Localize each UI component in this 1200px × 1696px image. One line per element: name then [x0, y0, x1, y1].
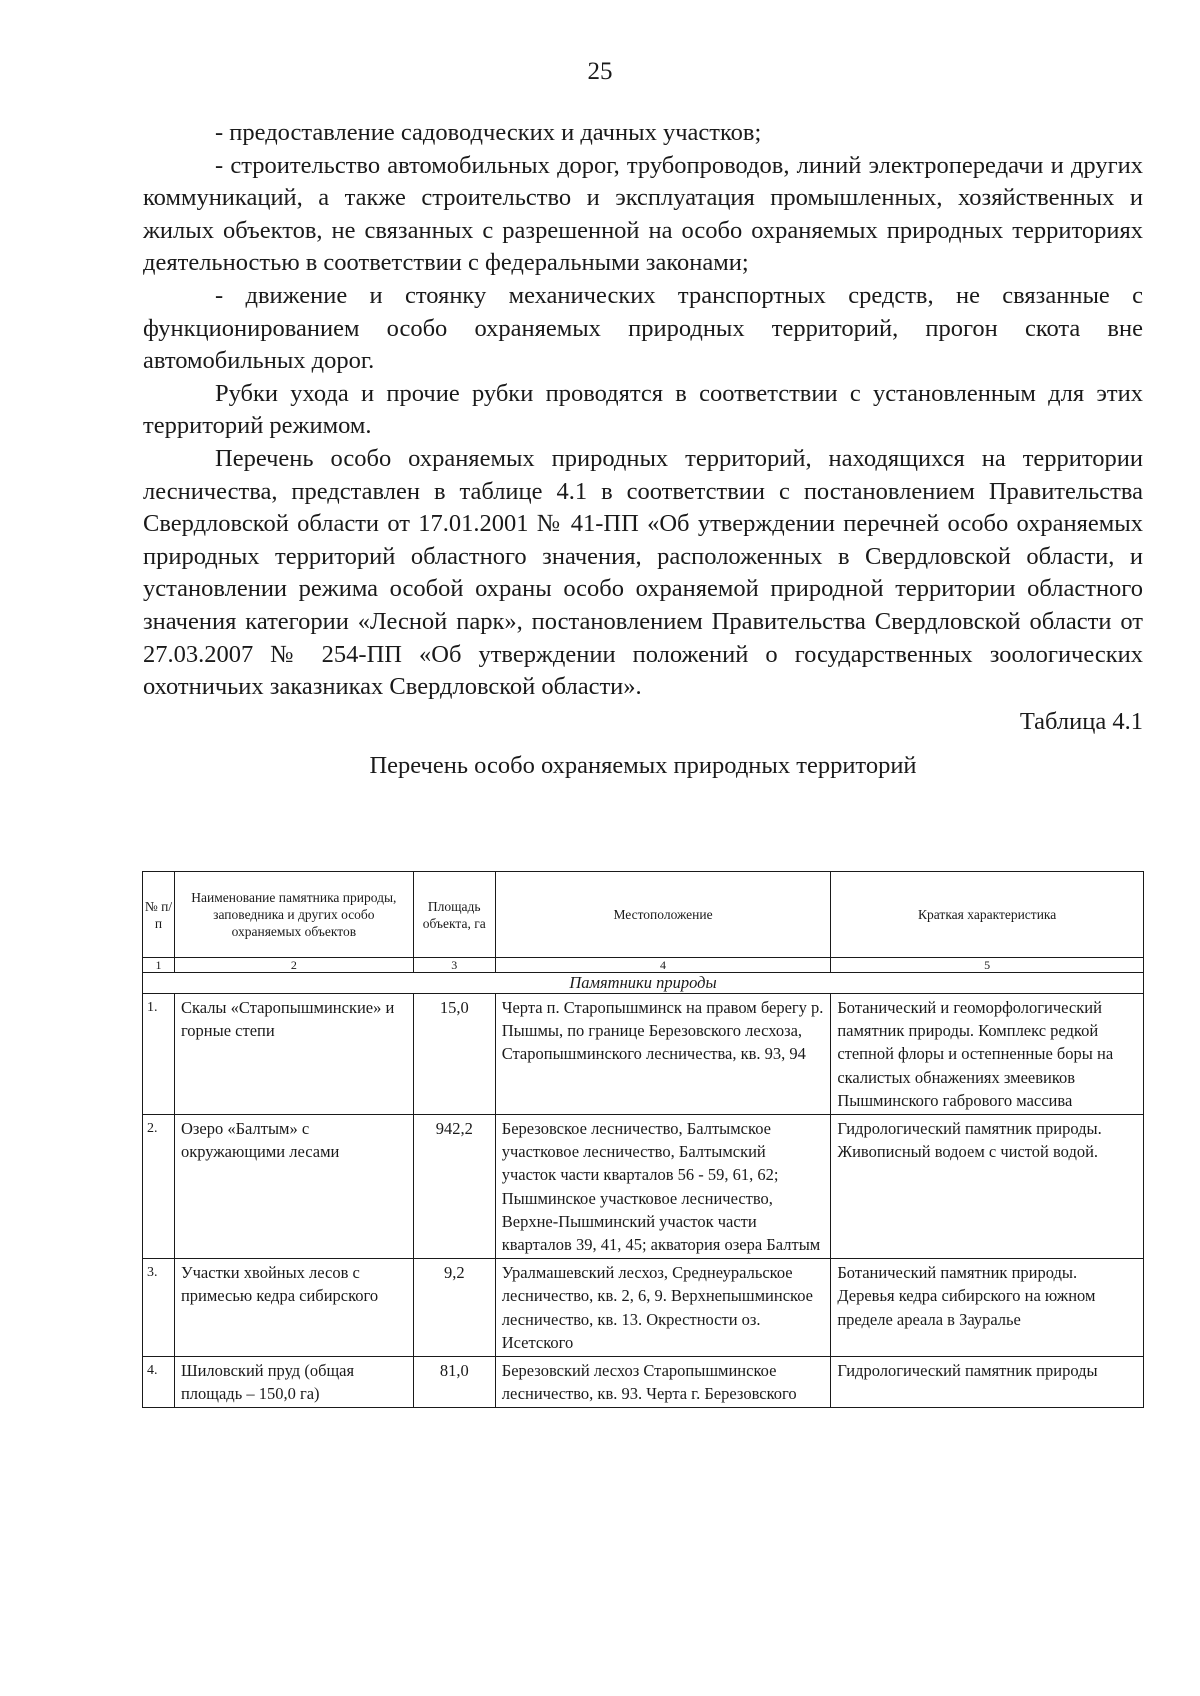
column-number: 3: [413, 958, 495, 973]
object-location: Уралмашевский лесхоз, Среднеуральское лесничество, кв. 2, 6, 9. Верхнепышминское лесничество, кв. 13. Окрестности оз. Исетского: [495, 1259, 831, 1357]
row-number: 1.: [143, 994, 175, 1115]
paragraph: - движение и стоянку механических транспортных средств, не связанные с функционированием особо охраняемых природных территорий, прогон скота вне автомобильных дорог.: [143, 281, 1143, 375]
object-location: Березовский лесхоз Старопышминское лесничество, кв. 93. Черта г. Березовского: [495, 1357, 831, 1408]
object-description: Гидрологический памятник природы: [831, 1357, 1144, 1408]
table-row: [143, 1259, 1144, 1357]
object-name: Скалы «Старопышминские» и горные степи: [174, 994, 413, 1115]
column-number: 2: [174, 958, 413, 973]
column-header: № п/п: [143, 872, 175, 958]
paragraph: Перечень особо охраняемых природных территорий, находящихся на территории лесничества, представлен в таблице 4.1 в соответствии с постановлением Правительства Свердловской области от 17.01.2001 № 41-ПП «Об утверждении перечней особо охраняемых природных территорий областного значения, расположенных в Свердловской области, и установлении режима особой охраны особо охраняемой природной территории областного значения категории «Лесной парк», постановлением Правительства Свердловской области от 27.03.2007 № 254-ПП «Об утверждении положений о государственных зоологических охотничьих заказниках Свердловской области».: [143, 444, 1143, 701]
paragraph: - предоставление садоводческих и дачных участков;: [215, 119, 762, 146]
table-label: Таблица 4.1: [1019, 707, 1143, 735]
table-title: Перечень особо охраняемых природных территорий: [369, 752, 917, 780]
column-header: Местоположение: [495, 872, 831, 958]
column-header: Площадь объекта, га: [413, 872, 495, 958]
column-numbers-row: [143, 958, 1144, 973]
table-row: [143, 1357, 1144, 1408]
object-name: Шиловский пруд (общая площадь – 150,0 га): [174, 1357, 413, 1408]
row-number: 2.: [143, 1115, 175, 1259]
object-location: Березовское лесничество, Балтымское участковое лесничество, Балтымский участок части кварталов 56 - 59, 61, 62; Пышминское участковое лесничество, Верхне-Пышминский участок части кварталов 39, 41, 45; акватория озера Балтым: [495, 1115, 831, 1259]
object-name: Участки хвойных лесов с примесью кедра сибирского: [174, 1259, 413, 1357]
row-number: 3.: [143, 1259, 175, 1357]
table-header-row: [143, 872, 1144, 958]
section-row: [143, 973, 1144, 994]
object-description: Гидрологический памятник природы. Живописный водоем с чистой водой.: [831, 1115, 1144, 1259]
object-area: 81,0: [413, 1357, 495, 1408]
page-number: 25: [587, 58, 613, 85]
column-number: 5: [831, 958, 1144, 973]
column-header: Краткая характеристика: [831, 872, 1144, 958]
object-location: Черта п. Старопышминск на правом берегу р. Пышмы, по границе Березовского лесхоза, Старопышминского лесничества, кв. 93, 94: [495, 994, 831, 1115]
table-row: [143, 1115, 1144, 1259]
object-description: Ботанический и геоморфологический памятник природы. Комплекс редкой степной флоры и остепненные боры на скалистых обнажениях змеевиков Пышминского габрового массива: [831, 994, 1144, 1115]
row-number: 4.: [143, 1357, 175, 1408]
object-area: 15,0: [413, 994, 495, 1115]
paragraph: Рубки ухода и прочие рубки проводятся в соответствии с установленным для этих территорий режимом.: [143, 379, 1143, 440]
object-area: 9,2: [413, 1259, 495, 1357]
column-number: 1: [143, 958, 175, 973]
column-number: 4: [495, 958, 831, 973]
object-description: Ботанический памятник природы. Деревья кедра сибирского на южном пределе ареала в Зауралье: [831, 1259, 1144, 1357]
column-header: Наименование памятника природы, заповедника и других особо охраняемых объектов: [174, 872, 413, 958]
body-text: [143, 117, 1143, 783]
section-title: Памятники природы: [143, 973, 1144, 994]
paragraph: - строительство автомобильных дорог, трубопроводов, линий электропередачи и других коммуникаций, а также строительство и эксплуатация промышленных, хозяйственных и жилых объектов, не связанных с разрешенной на особо охраняемых природных территориях деятельностью в соответствии с федеральными законами;: [143, 151, 1143, 277]
protected-areas-table: [142, 871, 1144, 1408]
table-row: [143, 994, 1144, 1115]
object-name: Озеро «Балтым» с окружающими лесами: [174, 1115, 413, 1259]
object-area: 942,2: [413, 1115, 495, 1259]
